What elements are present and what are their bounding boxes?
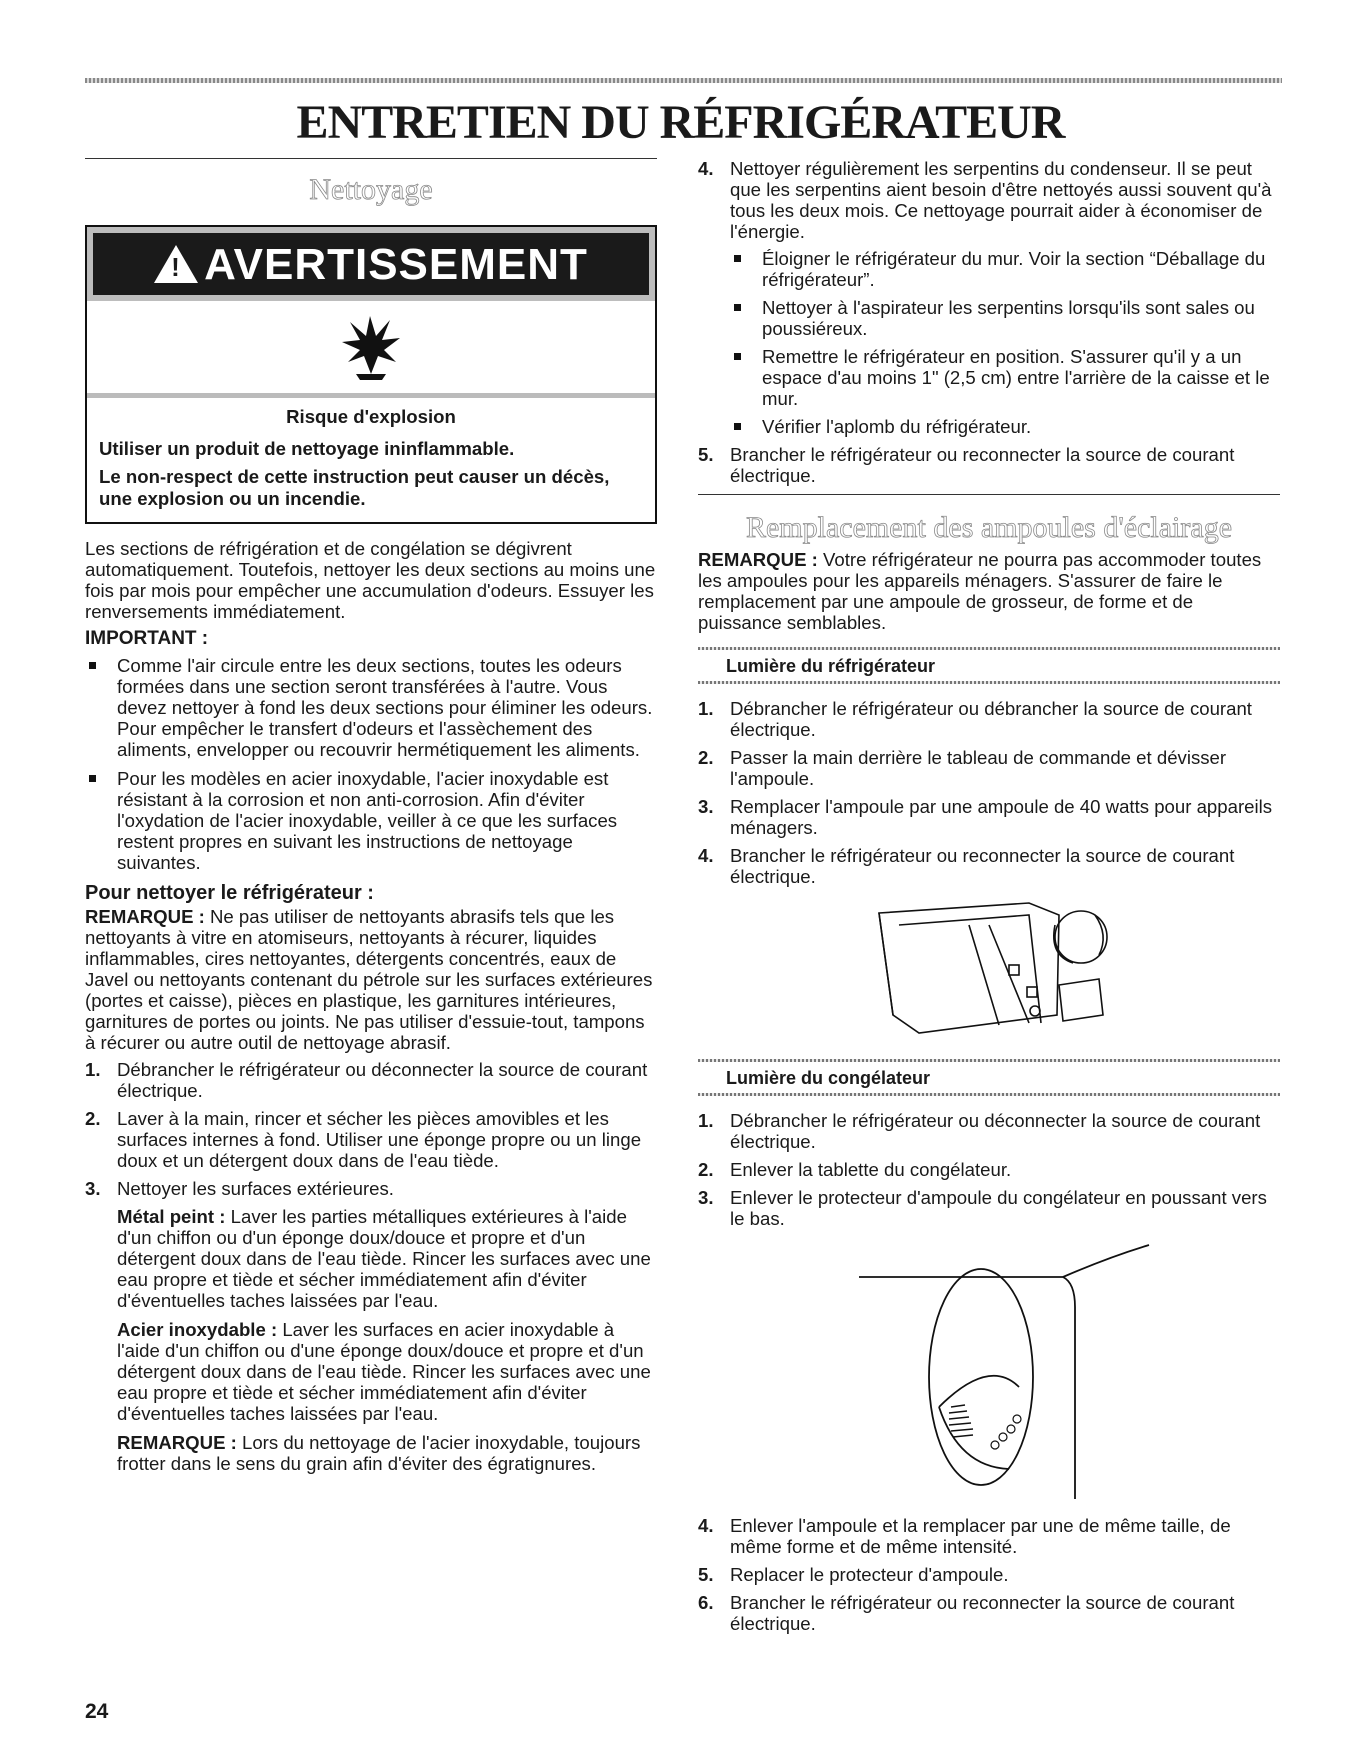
step-number: 3.	[698, 1187, 714, 1208]
list-item: Vérifier l'aplomb du réfrigérateur.	[730, 416, 1280, 437]
clean-steps	[85, 1059, 657, 1199]
step-text: Débrancher le réfrigérateur ou débrancher la source de courant électrique.	[730, 698, 1252, 740]
step-text: Brancher le réfrigérateur ou reconnecter la source de courant électrique.	[730, 444, 1235, 486]
list-item	[698, 1592, 1280, 1634]
control-panel-bulb-illustration	[859, 895, 1119, 1045]
warning-line-1: Utiliser un produit de nettoyage ininflammable.	[99, 438, 515, 459]
section-divider	[85, 158, 657, 159]
remarque2-paragraph	[85, 1432, 657, 1474]
warning-risk-title: Risque d'explosion	[286, 406, 456, 427]
step-text: Brancher le réfrigérateur ou reconnecter la source de courant électrique.	[730, 1592, 1235, 1634]
step-number: 4.	[698, 1515, 714, 1536]
warning-header-label: AVERTISSEMENT	[204, 239, 588, 289]
left-column	[85, 158, 657, 1482]
step-number: 2.	[698, 1159, 714, 1180]
remarque2-text: Lors du nettoyage de l'acier inoxydable, toujours frotter dans le sens du grain afin d'éviter des égratignures.	[117, 1432, 641, 1474]
important-label: IMPORTANT :	[85, 628, 209, 649]
step-number: 1.	[698, 698, 714, 719]
fridge-light-title: Lumière du réfrigérateur	[726, 656, 936, 676]
dotted-divider	[698, 647, 1280, 650]
step-text: Débrancher le réfrigérateur ou déconnecter la source de courant électrique.	[117, 1059, 648, 1101]
dotted-divider	[698, 1093, 1280, 1096]
step-number: 5.	[698, 444, 714, 465]
step-number: 6.	[698, 1592, 714, 1613]
list-item	[85, 1178, 657, 1199]
list-item	[698, 1564, 1280, 1585]
fridge-light-steps	[698, 698, 1280, 887]
list-item: Comme l'air circule entre les deux sections, toutes les odeurs formées dans une section seront transférées à l'autre. Vous devez nettoyer à fond les deux sections pour éliminer les odeurs. Pour empêcher le transfert d'odeurs et l'assèchement des aliments, envelopper ou recouvrir hermétiquement les aliments.	[85, 655, 657, 760]
list-item	[698, 444, 1280, 486]
remarque-paragraph	[698, 549, 1280, 633]
page-number: 24	[85, 1700, 109, 1723]
step-number: 2.	[85, 1108, 101, 1129]
section-divider	[698, 494, 1280, 495]
list-item: Nettoyer à l'aspirateur les serpentins lorsqu'ils sont sales ou poussiéreux.	[730, 297, 1280, 339]
step-number: 1.	[85, 1059, 101, 1080]
acier-paragraph	[85, 1319, 657, 1424]
list-item: Éloigner le réfrigérateur du mur. Voir la section “Déballage du réfrigérateur”.	[730, 248, 1280, 290]
page-title: ENTRETIEN DU RÉFRIGÉRATEUR	[296, 96, 1065, 149]
freezer-bulb-cover-illustration	[819, 1237, 1159, 1507]
remarque-text: Votre réfrigérateur ne pourra pas accommoder toutes les ampoules pour les appareils ménagers. S'assurer de faire le remplacement par une ampoule de grosseur, de forme et de puissance semblables.	[698, 549, 1262, 633]
warning-triangle-icon: !	[154, 245, 198, 283]
right-column	[698, 158, 1280, 1641]
freezer-light-steps-a	[698, 1110, 1280, 1229]
metal-label: Métal peint :	[117, 1206, 226, 1227]
step-text: Nettoyer régulièrement les serpentins du condenseur. Il se peut que les serpentins aient besoin d'être nettoyés aussi souvent qu'à tous les deux mois. Ce nettoyage pourrait aider à économiser de l'énergie.	[730, 158, 1272, 242]
list-item: Remettre le réfrigérateur en position. S'assurer qu'il y a un espace d'au moins 1" (2,5 cm) entre l'arrière de la caisse et le mur.	[730, 346, 1280, 409]
condenser-steps	[698, 158, 1280, 486]
freezer-light-steps-b	[698, 1515, 1280, 1634]
warning-line-2: Le non-respect de cette instruction peut causer un décès, une explosion ou un incendie.	[99, 466, 610, 509]
list-item	[698, 1110, 1280, 1152]
remarque-text: Ne pas utiliser de nettoyants abrasifs tels que les nettoyants à vitre en atomiseurs, nettoyants à récurer, liquides inflammables, cires nettoyantes, détergents concentrés, eaux de Javel ou nettoyants contenant du pétrole sur les surfaces extérieures (portes et caisse), pièces en plastique, les garnitures intérieures, garnitures de portes ou joints. Ne pas utiliser d'essuie-tout, tampons à récurer ou autre outil de nettoyage abrasif.	[85, 906, 653, 1053]
metal-paragraph	[85, 1206, 657, 1311]
step-number: 4.	[698, 158, 714, 179]
list-item: Pour les modèles en acier inoxydable, l'acier inoxydable est résistant à la corrosion et non anti-corrosion. Afin d'éviter l'oxydation de l'acier inoxydable, veiller à ce que les surfaces restent propres en suivant les instructions de nettoyage suivantes.	[85, 768, 657, 873]
step-text: Brancher le réfrigérateur ou reconnecter la source de courant électrique.	[730, 845, 1235, 887]
metal-text: Laver les parties métalliques extérieures à l'aide d'un chiffon ou d'un éponge doux/douce et propre et d'un détergent doux dans de l'eau tiède. Rincer les surfaces avec une eau propre et tiède et sécher immédiatement afin d'éviter d'éventuelles taches laissées par l'eau.	[117, 1206, 651, 1311]
step-text: Remplacer l'ampoule par une ampoule de 40 watts pour appareils ménagers.	[730, 796, 1273, 838]
step-number: 5.	[698, 1564, 714, 1585]
list-item	[698, 1515, 1280, 1557]
remarque-paragraph	[85, 906, 657, 1053]
list-item	[698, 845, 1280, 887]
dotted-divider	[698, 1059, 1280, 1062]
list-item	[85, 1059, 657, 1101]
step-text: Passer la main derrière le tableau de commande et dévisser l'ampoule.	[730, 747, 1227, 789]
list-item	[698, 1159, 1280, 1180]
warning-box	[85, 225, 657, 524]
list-item	[698, 1187, 1280, 1229]
list-item	[698, 698, 1280, 740]
warning-header	[87, 227, 655, 301]
freezer-light-title: Lumière du congélateur	[726, 1068, 931, 1088]
list-item	[85, 1108, 657, 1171]
section-title-ampoules: Remplacement des ampoules d'éclairage	[745, 511, 1233, 544]
list-item	[698, 796, 1280, 838]
warning-icon-area	[87, 301, 655, 398]
step-text: Enlever le protecteur d'ampoule du congélateur en poussant vers le bas.	[730, 1187, 1267, 1229]
fridge-light-figure	[698, 895, 1280, 1045]
list-item	[698, 158, 1280, 437]
step-number: 3.	[85, 1178, 101, 1199]
step-number: 3.	[698, 796, 714, 817]
clean-heading: Pour nettoyer le réfrigérateur :	[85, 882, 374, 904]
acier-label: Acier inoxydable :	[117, 1319, 278, 1340]
step-text: Nettoyer les surfaces extérieures.	[117, 1178, 394, 1199]
step-text: Enlever la tablette du congélateur.	[730, 1159, 1012, 1180]
section-title-nettoyage: Nettoyage	[309, 173, 433, 206]
step-text: Laver à la main, rincer et sécher les pièces amovibles et les surfaces internes à fond. Utiliser une éponge propre ou un linge doux et un détergent doux dans de l'eau tiède.	[117, 1108, 642, 1171]
step-number: 2.	[698, 747, 714, 768]
remarque2-label: REMARQUE :	[117, 1432, 237, 1453]
condenser-sub-list	[730, 248, 1280, 437]
step-number: 1.	[698, 1110, 714, 1131]
step-text: Enlever l'ampoule et la remplacer par une de même taille, de même forme et de même intensité.	[730, 1515, 1231, 1557]
remarque-label: REMARQUE :	[85, 906, 205, 927]
explosion-icon	[336, 312, 406, 382]
warning-text	[87, 398, 655, 522]
remarque-label: REMARQUE :	[698, 549, 818, 570]
acier-text: Laver les surfaces en acier inoxydable à l'aide d'un chiffon ou d'une éponge doux/douce et propre et d'un détergent doux dans de l'eau tiède. Rincer les surfaces avec une eau propre et tiède et sécher immédiatement afin d'éviter d'éventuelles taches laissées par l'eau.	[117, 1319, 651, 1424]
intro-paragraph: Les sections de réfrigération et de congélation se dégivrent automatiquement. Toutefois, nettoyer les deux sections au moins une fois par mois pour empêcher une accumulation d'odeurs. Essuyer les renversements immédiatement.	[85, 538, 656, 622]
freezer-light-figure	[698, 1237, 1280, 1507]
step-number: 4.	[698, 845, 714, 866]
important-list	[85, 655, 657, 873]
list-item	[698, 747, 1280, 789]
top-rule	[85, 78, 1282, 83]
dotted-divider	[698, 681, 1280, 684]
step-text: Replacer le protecteur d'ampoule.	[730, 1564, 1009, 1585]
step-text: Débrancher le réfrigérateur ou déconnecter la source de courant électrique.	[730, 1110, 1261, 1152]
